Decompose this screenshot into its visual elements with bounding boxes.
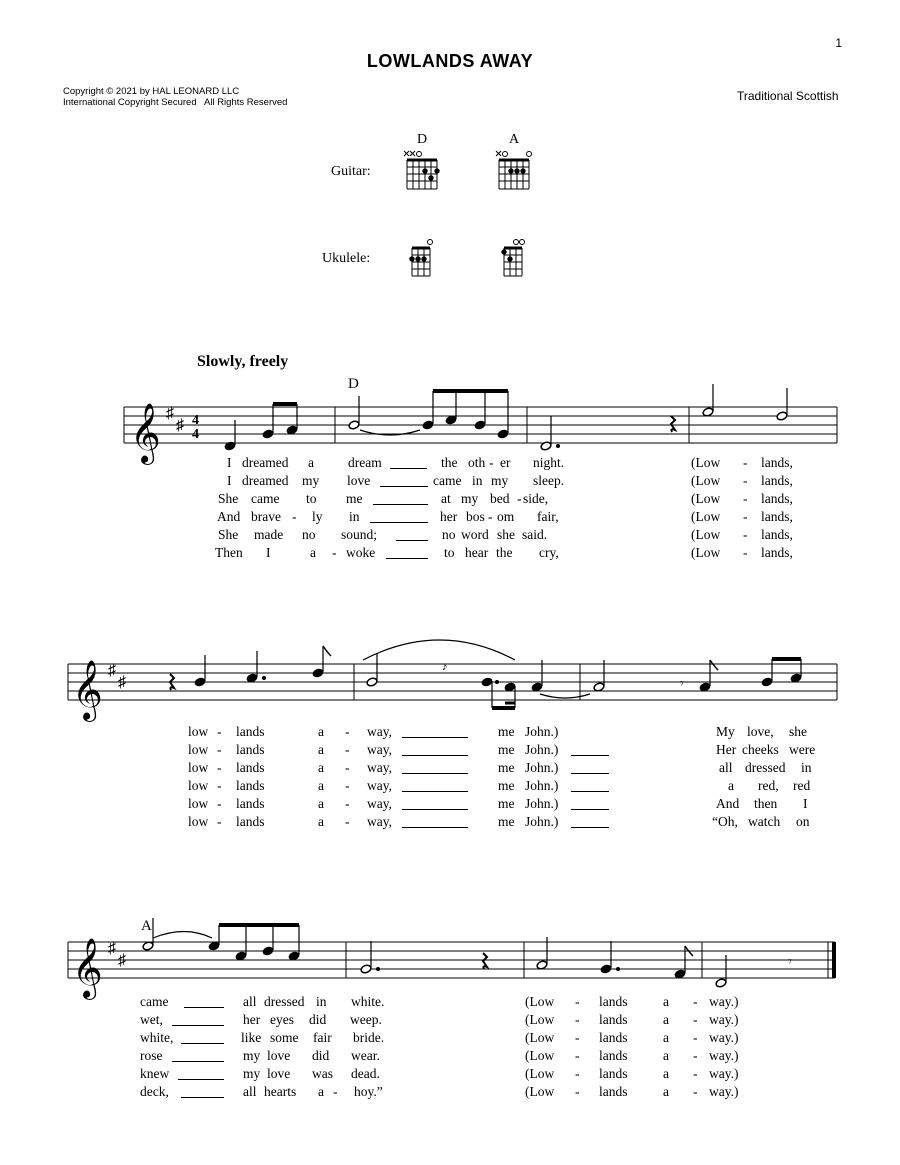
lyric-syllable: -	[693, 994, 698, 1009]
lyric-syllable: a	[310, 545, 316, 560]
lyric-syllable: the	[441, 455, 458, 470]
lyric-syllable: woke	[346, 545, 376, 560]
lyric-syllable: sleep.	[533, 473, 565, 488]
lyric-syllable: a	[318, 760, 324, 775]
lyric-syllable: -	[575, 1048, 580, 1063]
lyric-syllable: all	[243, 994, 257, 1009]
lyric-syllable: -	[743, 455, 748, 470]
lyric-syllable: way.)	[709, 1048, 739, 1063]
lyric-syllable: did	[309, 1012, 327, 1027]
extender-line	[184, 1007, 224, 1008]
lyric-syllable: a	[318, 778, 324, 793]
lyric-syllable: all	[719, 760, 733, 775]
lyric-syllable: bride.	[353, 1030, 385, 1045]
lyric-syllable: bos	[466, 509, 485, 524]
lyric-syllable: way.)	[709, 994, 739, 1009]
lyric-syllable: the	[496, 545, 513, 560]
lyric-syllable: way.)	[709, 1012, 739, 1027]
lyric-syllable: -	[332, 545, 337, 560]
lyric-syllable: a	[318, 742, 324, 757]
lyric-syllable: a	[663, 1012, 669, 1027]
lyric-syllable: like	[241, 1030, 262, 1045]
lyric-syllable: dreamed	[242, 473, 289, 488]
lyric-syllable: -	[489, 455, 494, 470]
lyric-syllable: wet,	[140, 1012, 163, 1027]
lyric-syllable: way,	[367, 814, 392, 829]
lyric-syllable: way,	[367, 760, 392, 775]
lyric-syllable: me	[498, 724, 515, 739]
svg-text:𝄞: 𝄞	[72, 940, 103, 997]
lyric-syllable: all	[243, 1084, 257, 1099]
lyric-syllable: night.	[533, 455, 565, 470]
lyric-syllable: in	[316, 994, 327, 1009]
lyric-syllable: -	[345, 778, 350, 793]
lyric-syllable: a	[663, 1084, 669, 1099]
lyric-syllable: her	[243, 1012, 261, 1027]
lyric-syllable: (Low	[525, 1012, 555, 1027]
lyric-syllable: lands	[599, 1066, 628, 1081]
lyric-syllable: me	[498, 778, 515, 793]
lyric-syllable: -	[693, 1048, 698, 1063]
extender-line	[172, 1061, 224, 1062]
lyric-syllable: -	[217, 814, 222, 829]
lyric-syllable: (Low	[525, 1048, 555, 1063]
lyric-syllable: my	[491, 473, 509, 488]
lyric-syllable: -	[345, 724, 350, 739]
lyric-syllable: lands,	[761, 491, 793, 506]
svg-text:♯: ♯	[176, 417, 184, 434]
lyric-syllable: -	[743, 491, 748, 506]
lyric-syllable: brave	[251, 509, 281, 524]
lyric-syllable: low	[188, 742, 209, 757]
lyric-syllable: she	[497, 527, 515, 542]
lyric-syllable: -	[517, 491, 522, 506]
lyric-syllable: way,	[367, 778, 392, 793]
lyric-syllable: lands	[599, 1084, 628, 1099]
svg-text:♯: ♯	[108, 940, 116, 957]
lyric-syllable: And	[217, 509, 241, 524]
lyric-syllable: (Low	[525, 994, 555, 1009]
lyric-syllable: -	[693, 1030, 698, 1045]
lyric-syllable: (Low	[691, 545, 721, 560]
lyric-syllable: my	[243, 1048, 261, 1063]
lyric-syllable: And	[716, 796, 740, 811]
lyric-syllable: a	[318, 814, 324, 829]
lyric-syllable: John.)	[525, 796, 559, 811]
lyric-syllable: a	[663, 1030, 669, 1045]
lyric-syllable: (Low	[691, 527, 721, 542]
lyric-syllable: white.	[351, 994, 385, 1009]
lyric-syllable: bed	[490, 491, 510, 506]
lyric-syllable: a	[663, 1048, 669, 1063]
lyric-syllable: -	[575, 1030, 580, 1045]
svg-text:♪: ♪	[442, 661, 448, 673]
lyric-syllable: lands,	[761, 545, 793, 560]
chord-diagram-label-a: A	[509, 132, 520, 147]
lyric-syllable: at	[441, 491, 451, 506]
lyric-syllable: were	[789, 742, 816, 757]
extender-line	[181, 1043, 224, 1044]
lyric-syllable: She	[218, 491, 239, 506]
lyric-syllable: side,	[523, 491, 549, 506]
lyric-syllable: (Low	[525, 1084, 555, 1099]
lyric-syllable: “Oh,	[712, 814, 738, 829]
lyric-syllable: John.)	[525, 814, 559, 829]
lyric-syllable: way.)	[709, 1084, 739, 1099]
lyric-syllable: did	[312, 1048, 330, 1063]
lyric-syllable: -	[693, 1012, 698, 1027]
lyric-syllable: lands	[236, 814, 265, 829]
lyric-syllable: a	[663, 1066, 669, 1081]
composer-credit: Traditional Scottish	[737, 89, 839, 103]
svg-text:4: 4	[192, 427, 199, 442]
lyric-syllable: said.	[522, 527, 548, 542]
lyric-syllable: made	[254, 527, 284, 542]
lyric-syllable: low	[188, 814, 209, 829]
lyric-syllable: me	[498, 760, 515, 775]
lyric-syllable: sound;	[341, 527, 378, 542]
lyric-syllable: watch	[748, 814, 781, 829]
lyric-syllable: dream	[348, 455, 382, 470]
lyric-syllable: lands	[599, 1012, 628, 1027]
chord-symbol-a: A	[141, 918, 152, 934]
lyric-syllable: I	[227, 473, 232, 488]
lyric-syllable: me	[346, 491, 363, 506]
lyric-syllable: lands,	[761, 473, 793, 488]
chord-diagram-label-d: D	[417, 132, 428, 147]
extender-line	[178, 1079, 224, 1080]
lyric-syllable: She	[218, 527, 239, 542]
lyric-syllable: cry,	[539, 545, 559, 560]
svg-text:♯: ♯	[166, 405, 174, 422]
chord-symbol-d: D	[348, 376, 359, 392]
lyric-syllable: lands,	[761, 455, 793, 470]
lyric-syllable: -	[575, 1066, 580, 1081]
lyric-syllable: -	[345, 760, 350, 775]
lyric-syllable: no	[442, 527, 456, 542]
lyric-syllable: -	[488, 509, 493, 524]
svg-text:♯: ♯	[108, 662, 116, 679]
lyric-syllable: love	[267, 1066, 291, 1081]
lyric-syllable: lands,	[761, 509, 793, 524]
lyric-syllable: red,	[758, 778, 779, 793]
lyric-syllable: love	[267, 1048, 291, 1063]
lyric-syllable: lands	[599, 1030, 628, 1045]
lyric-syllable: -	[345, 814, 350, 829]
lyric-syllable: way,	[367, 724, 392, 739]
lyric-syllable: low	[188, 724, 209, 739]
lyric-syllable: er	[500, 455, 511, 470]
lyric-syllable: (Low	[691, 491, 721, 506]
lyric-syllable: -	[743, 545, 748, 560]
lyric-syllable: on	[796, 814, 810, 829]
lyric-syllable: weep.	[350, 1012, 382, 1027]
lyric-syllable: John.)	[525, 724, 559, 739]
svg-text:♯: ♯	[118, 952, 126, 969]
lyric-syllable: (Low	[691, 455, 721, 470]
lyric-syllable: hearts	[264, 1084, 297, 1099]
svg-text:𝄾: 𝄾	[680, 677, 684, 692]
extender-line	[181, 1097, 224, 1098]
lyric-syllable: a	[728, 778, 734, 793]
lyric-syllable: a	[663, 994, 669, 1009]
lyric-syllable: lands	[236, 742, 265, 757]
lyric-syllable: -	[217, 778, 222, 793]
lyric-syllable: love,	[747, 724, 774, 739]
lyric-syllable: fair,	[537, 509, 559, 524]
lyric-syllable: -	[575, 994, 580, 1009]
lyric-syllable: hoy.”	[354, 1084, 383, 1099]
lyric-syllable: oth	[468, 455, 486, 470]
extender-line	[172, 1025, 224, 1026]
lyric-syllable: low	[188, 796, 209, 811]
lyric-syllable: wear.	[351, 1048, 380, 1063]
lyric-syllable: way.)	[709, 1030, 739, 1045]
lyric-syllable: lands	[236, 760, 265, 775]
lyric-syllable: came	[433, 473, 462, 488]
lyric-syllable: some	[270, 1030, 299, 1045]
lyric-syllable: way.)	[709, 1066, 739, 1081]
lyric-syllable: she	[789, 724, 807, 739]
lyric-syllable: -	[575, 1084, 580, 1099]
lyric-syllable: deck,	[140, 1084, 169, 1099]
lyric-syllable: John.)	[525, 778, 559, 793]
lyric-syllable: My	[716, 724, 735, 739]
lyric-syllable: dead.	[351, 1066, 380, 1081]
lyric-syllable: a	[318, 796, 324, 811]
lyric-syllable: (Low	[525, 1066, 555, 1081]
lyric-syllable: came	[251, 491, 280, 506]
svg-text:𝄞: 𝄞	[72, 662, 103, 719]
lyric-syllable: a	[318, 1084, 324, 1099]
lyric-syllable: fair	[313, 1030, 332, 1045]
lyric-syllable: dreamed	[242, 455, 289, 470]
lyric-syllable: low	[188, 760, 209, 775]
lyric-syllable: white,	[140, 1030, 174, 1045]
lyric-syllable: me	[498, 742, 515, 757]
lyric-syllable: then	[754, 796, 778, 811]
lyric-syllable: no	[302, 527, 316, 542]
lyric-syllable: cheeks	[742, 742, 779, 757]
svg-text:4: 4	[192, 413, 199, 428]
lyric-syllable: -	[345, 796, 350, 811]
tempo-marking: Slowly, freely	[197, 353, 289, 370]
lyric-syllable: Then	[215, 545, 243, 560]
lyric-syllable: I	[803, 796, 808, 811]
lyric-syllable: love	[347, 473, 371, 488]
lyric-syllable: John.)	[525, 760, 559, 775]
lyric-syllable: me	[498, 814, 515, 829]
lyric-syllable: my	[243, 1066, 261, 1081]
lyric-syllable: (Low	[525, 1030, 555, 1045]
lyric-syllable: (Low	[691, 473, 721, 488]
lyric-syllable: knew	[140, 1066, 170, 1081]
lyric-syllable: dressed	[745, 760, 786, 775]
lyric-syllable: dressed	[264, 994, 305, 1009]
lyric-syllable: her	[440, 509, 458, 524]
lyric-syllable: lands	[236, 778, 265, 793]
lyric-syllable: lands	[599, 1048, 628, 1063]
lyric-syllable: lands	[236, 796, 265, 811]
lyric-syllable: way,	[367, 796, 392, 811]
lyric-syllable: me	[498, 796, 515, 811]
lyric-syllable: in	[801, 760, 812, 775]
lyric-syllable: my	[461, 491, 479, 506]
lyric-syllable: I	[227, 455, 232, 470]
lyric-syllable: -	[345, 742, 350, 757]
lyric-syllable: red	[793, 778, 811, 793]
svg-text:♯: ♯	[118, 674, 126, 691]
song-title: LOWLANDS AWAY	[366, 51, 534, 71]
copyright-line-1: Copyright © 2021 by HAL LEONARD LLC	[63, 86, 240, 97]
page-number: 1	[835, 36, 842, 50]
ukulele-label: Ukulele:	[322, 251, 371, 266]
lyric-syllable: John.)	[525, 742, 559, 757]
lyric-syllable: in	[349, 509, 360, 524]
lyric-syllable: a	[308, 455, 314, 470]
lyric-syllable: -	[217, 760, 222, 775]
lyric-syllable: to	[444, 545, 455, 560]
lyric-syllable: -	[743, 473, 748, 488]
lyric-syllable: way,	[367, 742, 392, 757]
lyric-syllable: eyes	[270, 1012, 294, 1027]
lyric-syllable: hear	[465, 545, 489, 560]
lyric-syllable: in	[472, 473, 483, 488]
svg-text:𝄾: 𝄾	[788, 955, 792, 970]
lyric-syllable: -	[217, 724, 222, 739]
lyric-syllable: was	[312, 1066, 333, 1081]
lyric-syllable: to	[306, 491, 317, 506]
lyric-syllable: ly	[312, 509, 323, 524]
lyric-syllable: came	[140, 994, 169, 1009]
lyric-syllable: I	[266, 545, 271, 560]
lyric-syllable: lands	[236, 724, 265, 739]
lyric-syllable: -	[575, 1012, 580, 1027]
lyric-syllable: -	[693, 1066, 698, 1081]
lyric-syllable: lands,	[761, 527, 793, 542]
lyric-syllable: rose	[140, 1048, 163, 1063]
lyric-syllable: a	[318, 724, 324, 739]
lyric-syllable: Her	[716, 742, 737, 757]
lyric-syllable: lands	[599, 994, 628, 1009]
lyric-syllable: my	[302, 473, 320, 488]
lyric-syllable: (Low	[691, 509, 721, 524]
lyric-syllable: om	[497, 509, 515, 524]
lyric-syllable: -	[292, 509, 297, 524]
lyric-syllable: low	[188, 778, 209, 793]
lyric-syllable: -	[333, 1084, 338, 1099]
lyric-syllable: -	[743, 509, 748, 524]
lyric-syllable: -	[217, 742, 222, 757]
lyric-syllable: word	[461, 527, 489, 542]
lyric-syllable: -	[217, 796, 222, 811]
guitar-label: Guitar:	[331, 164, 371, 179]
svg-text:𝄞: 𝄞	[130, 405, 161, 462]
lyric-syllable: -	[693, 1084, 698, 1099]
lyric-syllable: -	[743, 527, 748, 542]
copyright-line-2: International Copyright Secured All Rights Reserved	[63, 97, 288, 108]
